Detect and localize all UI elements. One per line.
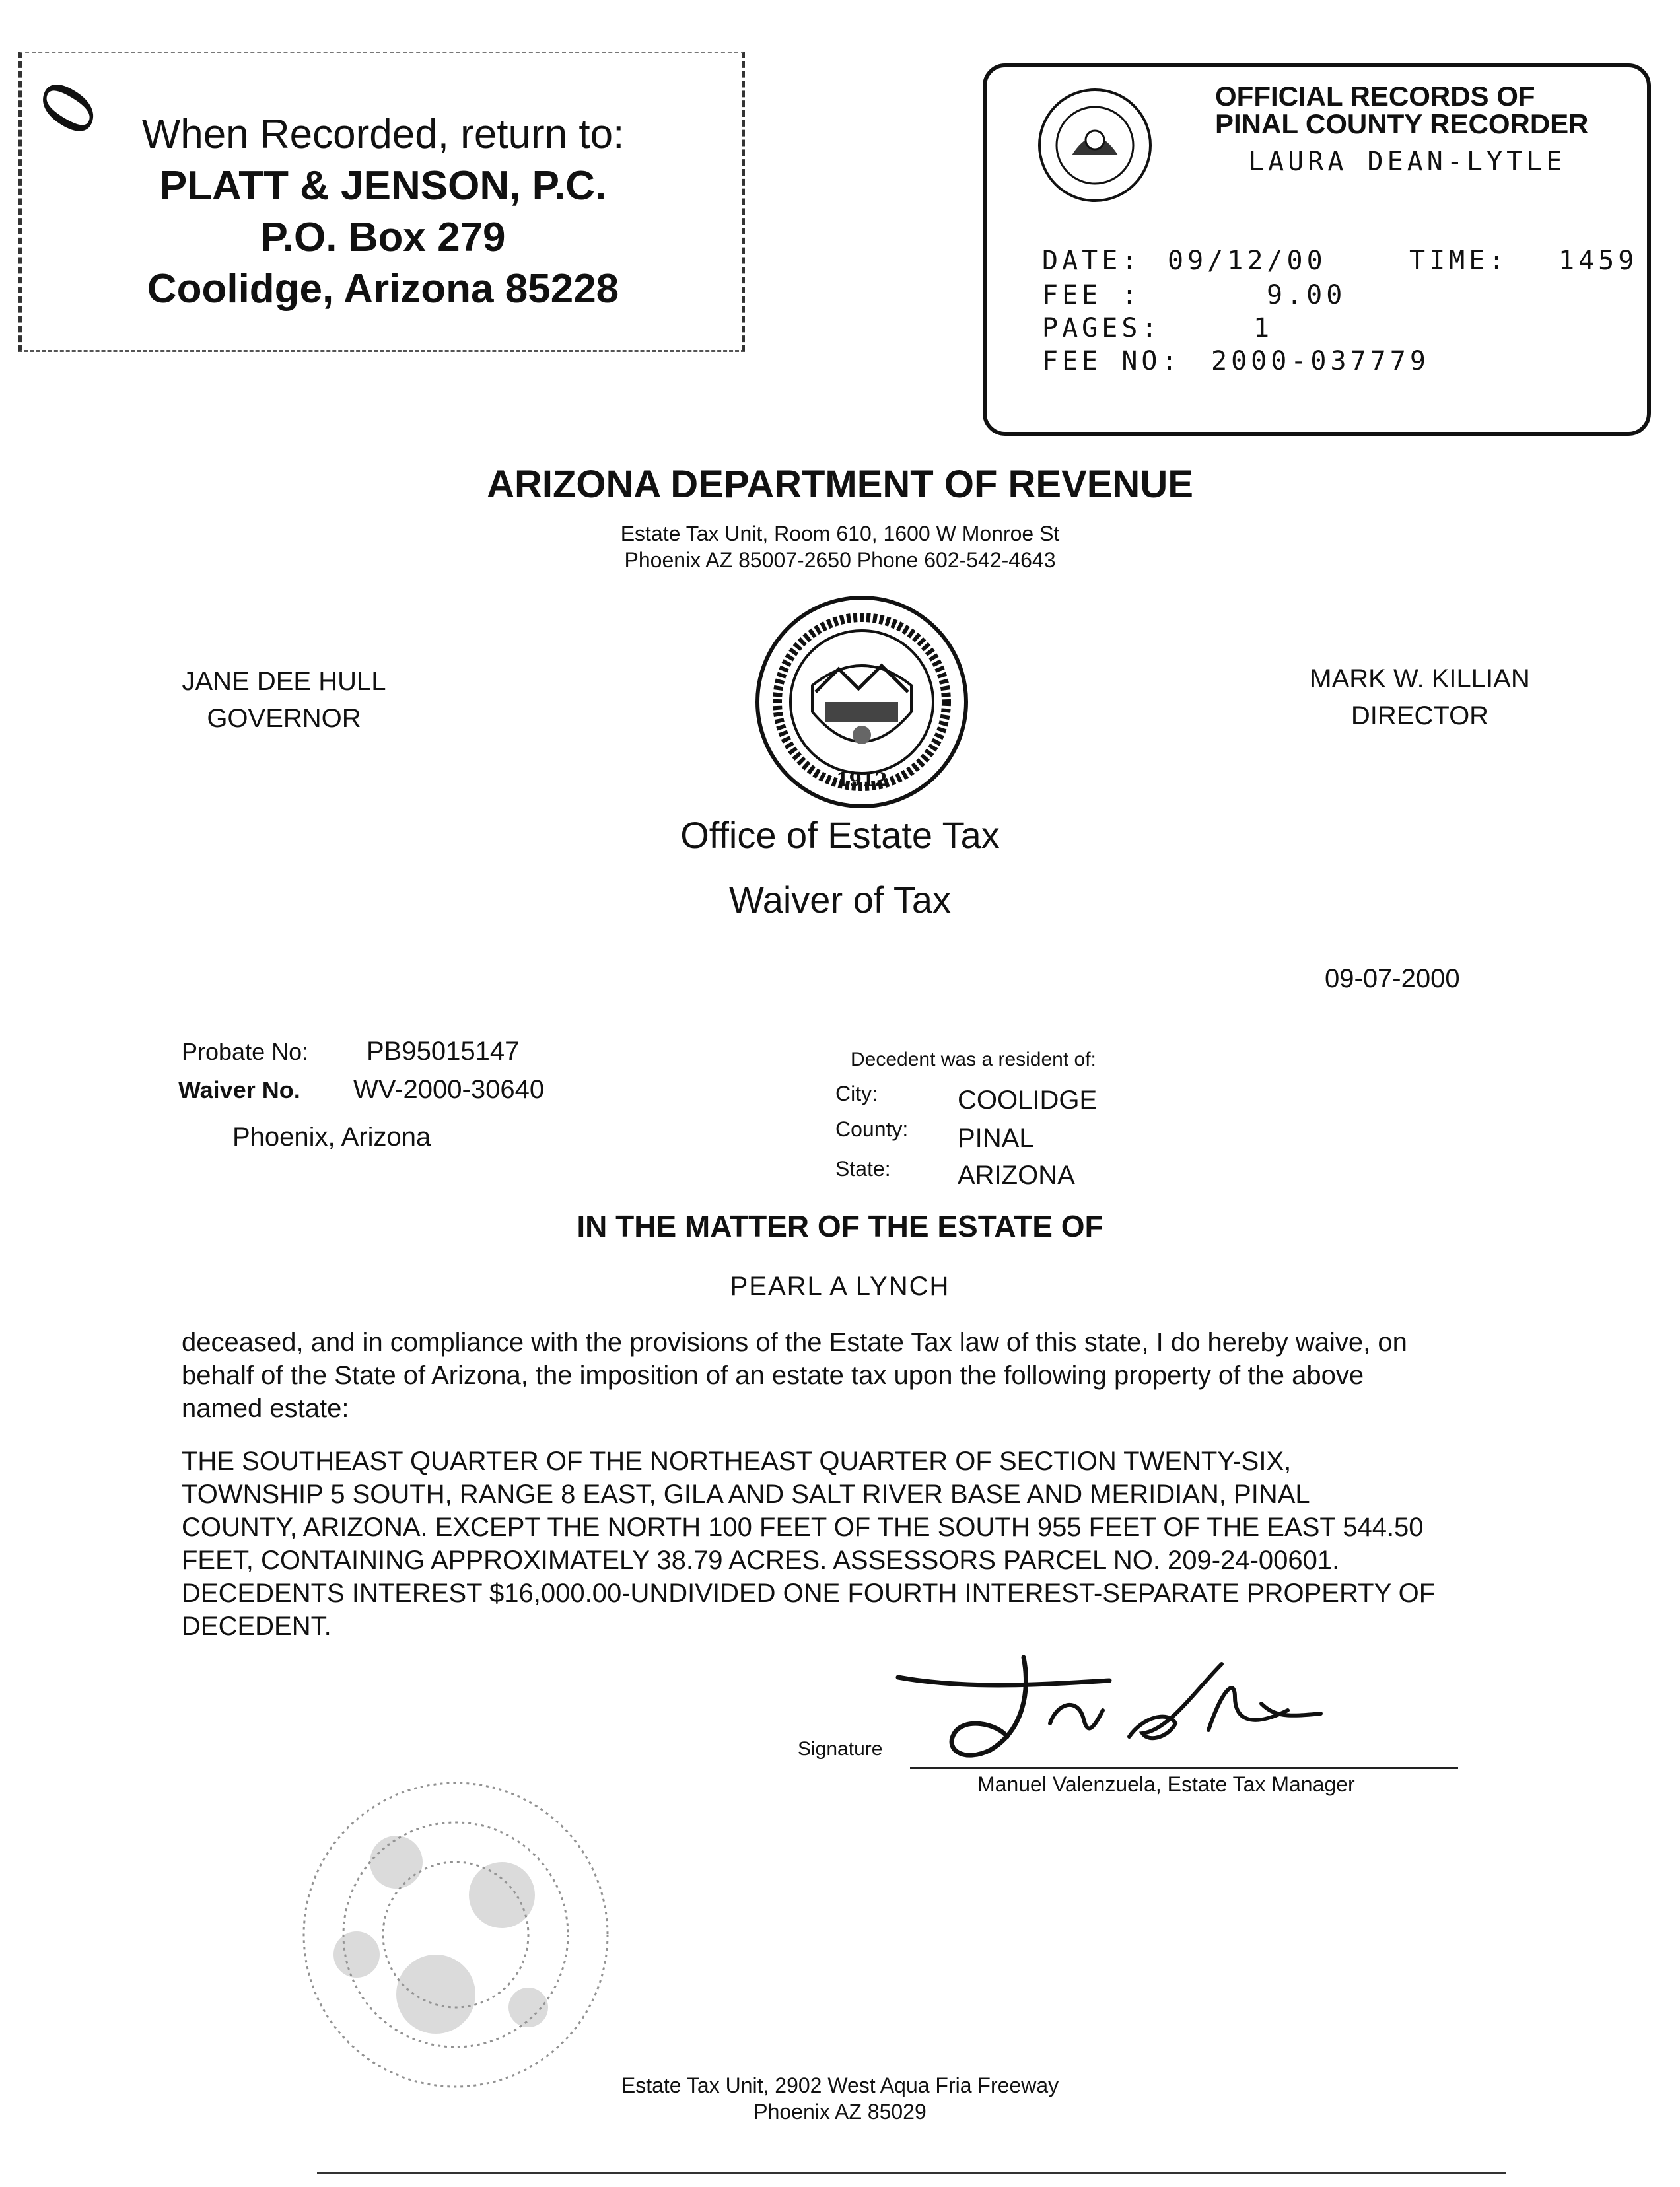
property-line: FEET, CONTAINING APPROXIMATELY 38.79 ACRES. ASSESSORS PARCEL NO. 209-24-00601.: [182, 1546, 1340, 1575]
property-line: DECEDENT.: [182, 1612, 332, 1641]
office-title: Office of Estate Tax: [680, 814, 1000, 856]
page-bottom-rule: [317, 2172, 1506, 2174]
return-line-3: P.O. Box 279: [260, 215, 506, 260]
date-value: 09/12/00: [1168, 246, 1327, 276]
director-block: [1255, 660, 1585, 734]
waiver-statement-line: named estate:: [182, 1394, 349, 1423]
return-line-1: When Recorded, return to:: [141, 112, 625, 157]
city-value: COOLIDGE: [958, 1086, 1098, 1115]
handwritten-mark: 0: [21, 72, 118, 145]
department-address-1: Estate Tax Unit, Room 610, 1600 W Monroe St: [620, 522, 1060, 545]
governor-title: GOVERNOR: [207, 704, 361, 733]
county-value: PINAL: [958, 1124, 1034, 1153]
matter-heading: IN THE MATTER OF THE ESTATE OF: [577, 1209, 1103, 1243]
pages-label: PAGES:: [1042, 313, 1162, 343]
governor-block: [132, 663, 436, 737]
probate-value: PB95015147: [367, 1037, 520, 1066]
county-label: County:: [835, 1117, 909, 1141]
fee-label: FEE :: [1042, 280, 1142, 310]
fee-no-label: FEE NO:: [1042, 346, 1181, 376]
return-address-block: [119, 109, 647, 315]
recorder-name: LAURA DEAN-LYTLE: [1248, 147, 1566, 177]
fee-value: 9.00: [1267, 280, 1347, 310]
time-value: 1459: [1558, 246, 1638, 276]
time-label: TIME:: [1409, 246, 1509, 276]
pages-value: 1: [1253, 313, 1274, 343]
footer-line-1: Estate Tax Unit, 2902 West Aqua Fria Freeway: [621, 2073, 1059, 2097]
embossed-department-seal: [277, 1743, 634, 2113]
waiver-statement-line: deceased, and in compliance with the provisions of the Estate Tax law of this state, I do hereby waive, on: [182, 1328, 1407, 1357]
document-date: 09-07-2000: [1325, 964, 1460, 993]
handwritten-signature: [892, 1651, 1354, 1783]
property-description: [182, 1445, 1667, 1643]
state-seal-icon: [753, 593, 971, 811]
property-line: TOWNSHIP 5 SOUTH, RANGE 8 EAST, GILA AND SALT RIVER BASE AND MERIDIAN, PINAL: [182, 1480, 1310, 1509]
fee-no-value: 2000-037779: [1211, 346, 1430, 376]
signer-name: Manuel Valenzuela, Estate Tax Manager: [977, 1772, 1355, 1796]
recorder-title-1: OFFICIAL RECORDS OF: [1215, 81, 1535, 112]
signature-line: [910, 1767, 1458, 1769]
property-line: DECEDENTS INTEREST $16,000.00-UNDIVIDED ONE FOURTH INTEREST-SEPARATE PROPERTY OF: [182, 1579, 1436, 1608]
return-line-2: PLATT & JENSON, P.C.: [159, 163, 607, 209]
date-label: DATE:: [1042, 246, 1142, 276]
seal-year: 1912: [836, 769, 888, 790]
department-address-2: Phoenix AZ 85007-2650 Phone 602-542-4643: [624, 548, 1056, 572]
signature-label: Signature: [798, 1738, 883, 1760]
return-line-4: Coolidge, Arizona 85228: [147, 266, 619, 312]
property-line: THE SOUTHEAST QUARTER OF THE NORTHEAST QUARTER OF SECTION TWENTY-SIX,: [182, 1447, 1292, 1476]
department-name: ARIZONA DEPARTMENT OF REVENUE: [487, 463, 1193, 506]
document-title: Waiver of Tax: [728, 879, 952, 920]
director-name: MARK W. KILLIAN: [1310, 664, 1530, 693]
city-label: City:: [835, 1082, 878, 1105]
residence-heading: Decedent was a resident of:: [851, 1049, 1096, 1070]
state-label: State:: [835, 1157, 891, 1181]
probate-label: Probate No:: [182, 1038, 309, 1065]
waiver-statement: [182, 1326, 1634, 1425]
governor-name: JANE DEE HULL: [182, 667, 386, 696]
case-location: Phoenix, Arizona: [232, 1123, 431, 1152]
footer-line-2: Phoenix AZ 85029: [753, 2100, 927, 2124]
director-title: DIRECTOR: [1350, 701, 1489, 730]
county-seal-icon: [1035, 86, 1154, 205]
recorder-title-2: PINAL COUNTY RECORDER: [1215, 108, 1589, 139]
waiver-label: Waiver No.: [178, 1076, 300, 1103]
state-value: ARIZONA: [958, 1161, 1075, 1190]
waiver-statement-line: behalf of the State of Arizona, the imposition of an estate tax upon the following property of the above: [182, 1361, 1364, 1390]
waiver-value: WV-2000-30640: [353, 1075, 545, 1104]
property-line: COUNTY, ARIZONA. EXCEPT THE NORTH 100 FEET OF THE SOUTH 955 FEET OF THE EAST 544.50: [182, 1513, 1424, 1542]
decedent-name: PEARL A LYNCH: [730, 1272, 950, 1301]
